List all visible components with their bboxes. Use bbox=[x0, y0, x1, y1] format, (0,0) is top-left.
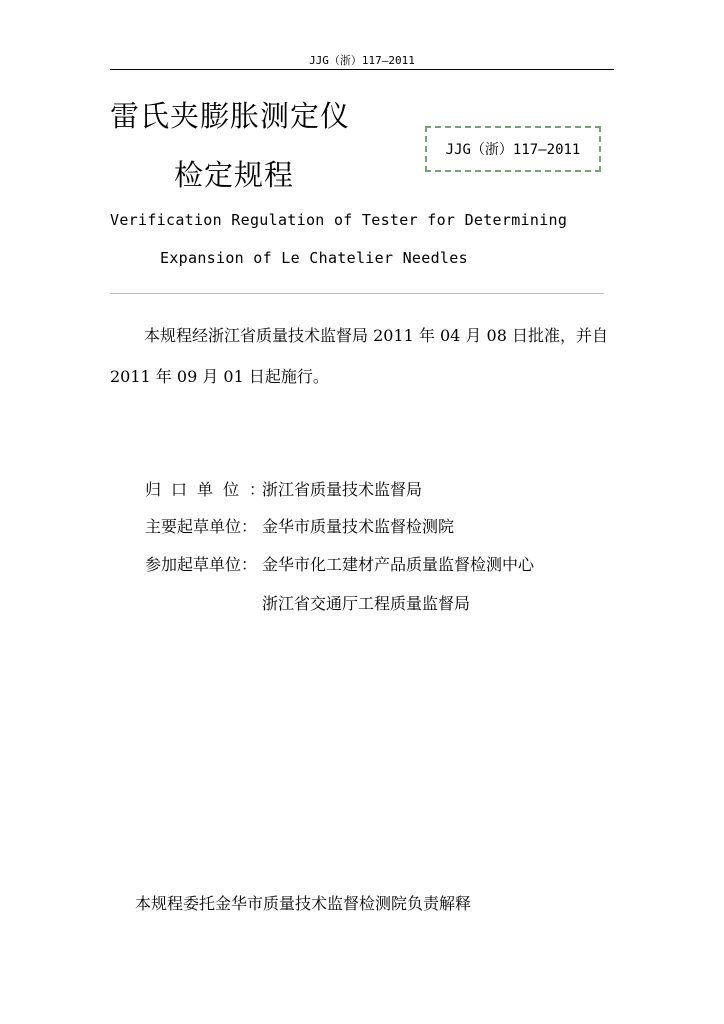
authority-label: 归口单位： bbox=[145, 480, 276, 499]
title-en-line2: Expansion of Le Chatelier Needles bbox=[160, 249, 468, 267]
main-drafter-label: 主要起草单位： bbox=[145, 517, 258, 536]
header-code: JJG（浙）117—2011 bbox=[309, 54, 415, 67]
regulation-code-box bbox=[425, 126, 601, 172]
title-en-line1: Verification Regulation of Tester for Determining bbox=[110, 211, 568, 229]
participants-label: 参加起草单位： bbox=[145, 555, 258, 574]
approval-line2: 2011 年 09 月 01 日起施行。 bbox=[110, 367, 329, 386]
main-drafter-value: 金华市质量技术监督检测院 bbox=[262, 517, 455, 536]
approval-line1: 本规程经浙江省质量技术监督局 2011 年 04 月 08 日批准，并自 bbox=[144, 326, 608, 345]
title-cn-line2: 检定规程 bbox=[174, 158, 295, 192]
title-divider bbox=[110, 293, 604, 294]
authority-value: 浙江省质量技术监督局 bbox=[262, 480, 423, 499]
header-rule bbox=[110, 69, 614, 70]
regulation-code: JJG（浙）117—2011 bbox=[445, 142, 581, 158]
interpretation-note: 本规程委托金华市质量技术监督检测院负责解释 bbox=[135, 894, 472, 913]
participants-value-1: 金华市化工建材产品质量监督检测中心 bbox=[262, 555, 535, 574]
participants-value-2: 浙江省交通厅工程质量监督局 bbox=[262, 594, 471, 613]
title-cn-line1: 雷氏夹膨胀测定仪 bbox=[110, 99, 351, 133]
